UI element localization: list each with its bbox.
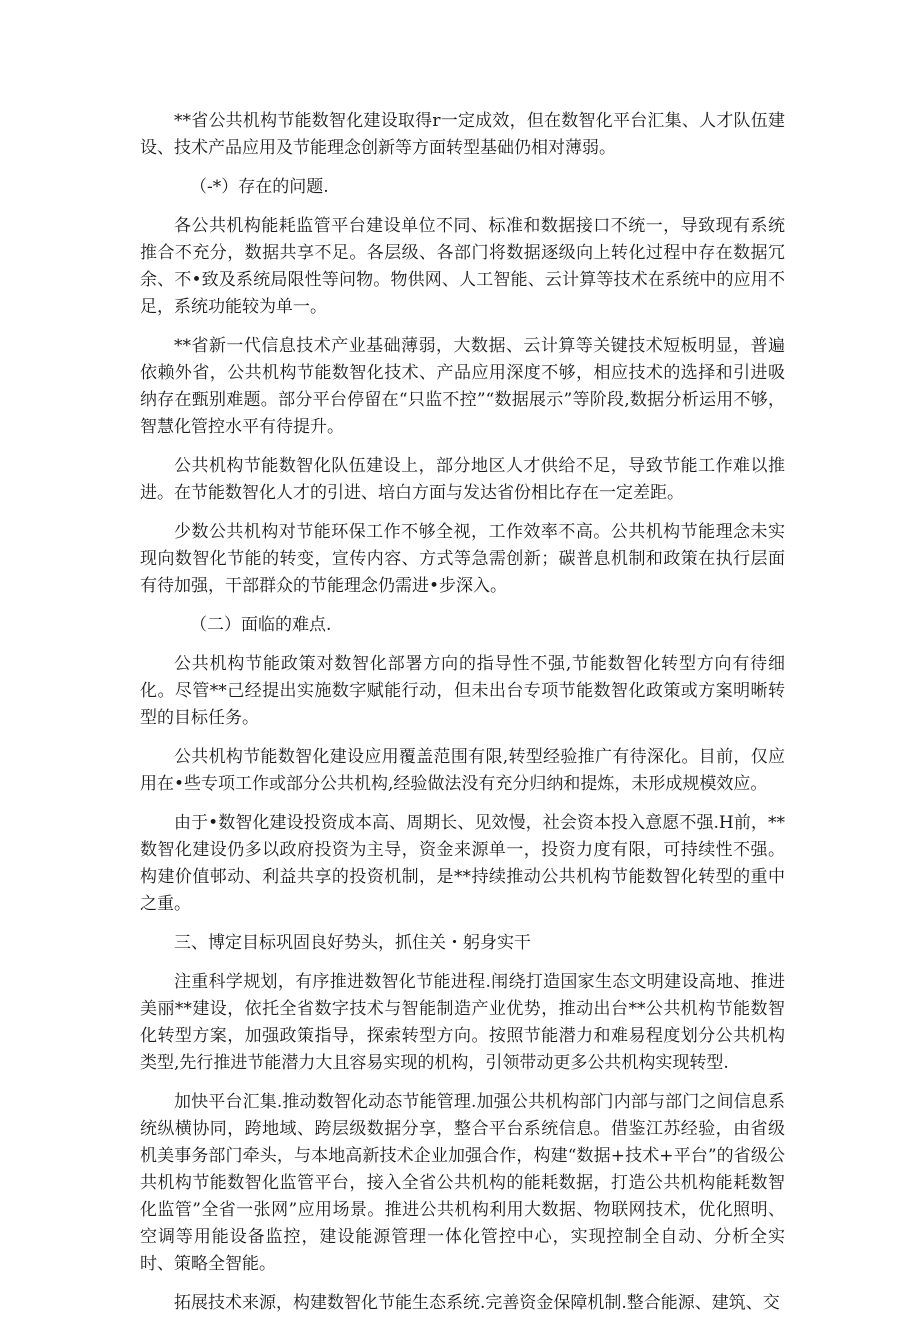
paragraph-coverage-difficulty: 公共机构节能数智化建设应用覆盖范围有限,转型经验推广有待深化。目前，仅应用在•些专项工作或部分公共机构,经验做法没有充分归纳和提炼，未形成规模效应。: [140, 747, 785, 794]
document-body: [140, 108, 785, 1329]
paragraph-awareness-issues: 少数公共机构对节能环保工作不够全视，工作效率不高。公共机构节能理念未实现向数智化节能的转变，宣传内容、方式等急需创新；碳普息机制和政策在执行层面有待加强，干部群众的节能理念仍需进•步深入。: [140, 522, 785, 596]
paragraph-policy-difficulty: 公共机构节能政策对数智化部署方向的指导性不强,节能数智化转型方向有待细化。尽管**己经提出实施数字赋能行动，但未出台专项节能数智化政策或方案明晰转型的目标任务。: [140, 654, 785, 728]
paragraph-technology-sources: 拓展技术来源，构建数智化节能生态系统.完善资金保障机制.整合能源、建筑、交: [174, 1293, 780, 1313]
chapter-heading-goals: 三、博定目标巩固良好势头，抓住关・躬身实干: [174, 933, 531, 953]
paragraph-investment-difficulty: 由于•数智化建设投资成本高、周期长、见效慢，社会资本投入意愿不强.H前，**数智化建设仍多以政府投资为主导，资金来源单一，投资力度有限，可持续性不强。构建价值邨动、利益共享的投资机制，是**持续推动公共机构节能数智化转型的重中之重。: [140, 813, 785, 914]
paragraph-platform-integration: 加快平台汇集.推动数智化动态节能管理.加强公共机构部门内部与部门之间信息系统纵横协同，跨地域、跨层级数据分享，整合平台系统信息。借鉴江苏经验，由省级机美事务部门牵头，与本地高新技术企业加强合作，构建“数据+技术+平台”的省级公共机构节能数智化监管平台，接入全省公共机构的能耗数据，打造公共机构能耗数智化监管”全省一张网”应用场景。推进公共机构利用大数据、物联网技术，优化照明、空调等用能设备监控，建设能源管理一体化管控中心，实现控制全自动、分析全实时、策略全智能。: [140, 1092, 785, 1274]
section-heading-problems: （-*）存在的问题.: [190, 177, 329, 197]
paragraph-talent-issues: 公共机构节能数智化队伍建设上，部分地区人才供给不足，导致节能工作难以推进。在节能数智化人才的引进、培白方面与发达省份相比存在一定差距。: [140, 456, 785, 503]
paragraph-technology-issues: **省新一代信息技术产业基础薄弱，大数据、云计算等关键技术短板明显，普遍依赖外省，公共机构节能数智化技术、产品应用深度不够，相应技术的选择和引进吸纳存在甄别难题。部分平台停留在“只监不控”“数据展示”等阶段,数据分析运用不够，智慧化管控水平有待提升。: [140, 336, 785, 437]
section-heading-difficulties: （二）面临的难点.: [190, 615, 332, 635]
paragraph-intro: **省公共机构节能数智化建设取得r一定成效，但在数智化平台汇集、人才队伍建设、技术产品应用及节能理念创新等方面转型基础仍相对薄弱。: [140, 111, 785, 158]
paragraph-planning: 注重科学规划，有序推进数智化节能进程.闱绕打造国家生态文明建设高地、推进美丽**建设，依托全省数字技术与智能制造产业优势，推动出台**公共机构节能数智化转型方案，加强政策指导，探索转型方向。按照节能潜力和难易程度划分公共机构类型,先行推进节能潜力大且容易实现的机构，引领带动更多公共机构实现转型.: [140, 972, 785, 1073]
paragraph-platform-issues: 各公共机构能耗监管平台建设单位不同、标准和数据接口不统一，导致现有系统推合不充分，数据共享不足。各层级、各部门将数据逐级向上转化过程中存在数据冗余、不•致及系统局限性等问物。物供网、人工智能、云计算等技术在系统中的应用不足，系统功能较为单一。: [140, 216, 785, 317]
